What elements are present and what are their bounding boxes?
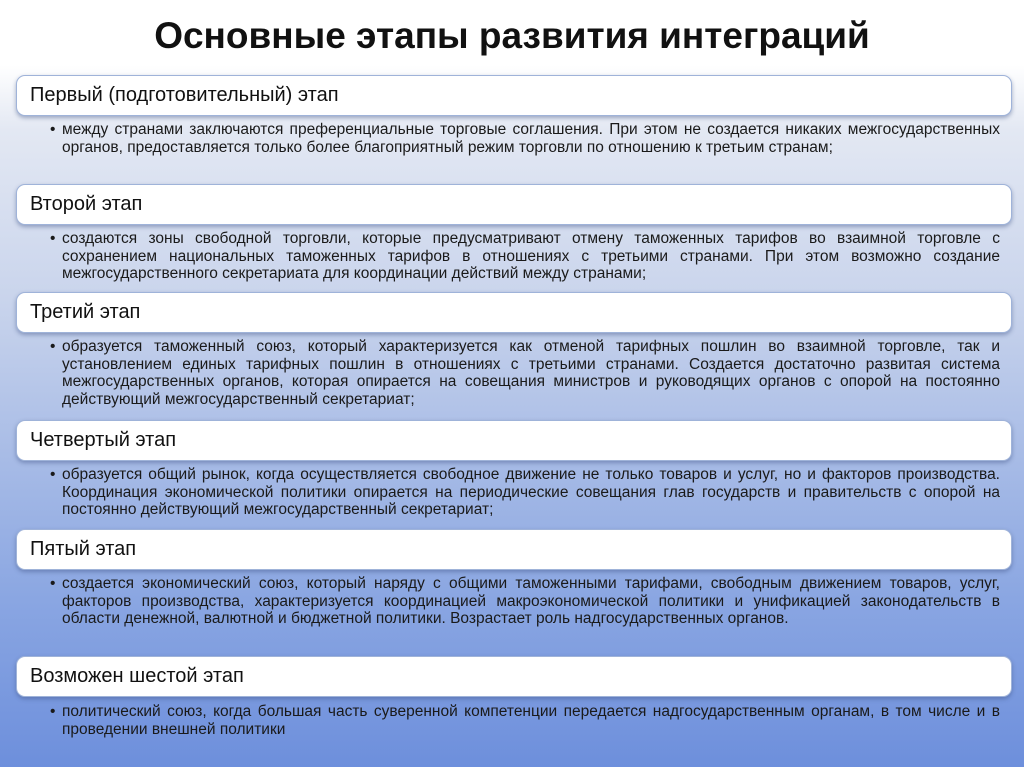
bullet-icon: • bbox=[50, 121, 56, 138]
stage-1-header: Первый (подготовительный) этап bbox=[16, 75, 1012, 116]
stage-3-text: образуется таможенный союз, который характеризуется как отменой тарифных пошлин во взаимной торговле, так и установлением единых тарифных пошлин в отношениях с третьими странами. Создается достаточно развитая система межгосударственных органов, которая опирается на совещания министров и руководящих органов с опорой на постоянно действующий межгосударственный секретариат; bbox=[62, 338, 1000, 408]
bullet-icon: • bbox=[50, 466, 56, 483]
bullet-icon: • bbox=[50, 703, 56, 720]
stage-1-description bbox=[32, 121, 1000, 156]
stage-6-description bbox=[32, 703, 1000, 738]
stage-4-header: Четвертый этап bbox=[16, 420, 1012, 461]
stage-2-header: Второй этап bbox=[16, 184, 1012, 225]
stage-2-text: создаются зоны свободной торговли, которые предусматривают отмену таможенных тарифов во взаимной торговле с сохранением национальных таможенных тарифов в отношениях с третьими странами. При этом возможно создание межгосударственного секретариата для координации действий между странами; bbox=[62, 230, 1000, 282]
stage-3-header: Третий этап bbox=[16, 292, 1012, 333]
stage-6-text: политический союз, когда большая часть суверенной компетенции передается надгосударственным органам, в том числе и в проведении внешней политики bbox=[62, 703, 1000, 738]
stage-1-text: между странами заключаются преференциальные торговые соглашения. При этом не создается никаких межгосударственных органов, предоставляется только более благоприятный режим торговли по отношению к третьим странам; bbox=[62, 121, 1000, 156]
stage-3-description bbox=[32, 338, 1000, 408]
stage-5-text: создается экономический союз, который наряду с общими таможенными тарифами, свободным движением товаров, услуг, факторов производства, характеризуется координацией макроэкономической политики и унификацией законодательств в области денежной, валютной и бюджетной политики. Возрастает роль надгосударственных органов. bbox=[62, 575, 1000, 627]
stage-2-description bbox=[32, 230, 1000, 283]
stage-4-description bbox=[32, 466, 1000, 519]
stage-6-header: Возможен шестой этап bbox=[16, 656, 1012, 697]
page-title: Основные этапы развития интеграций bbox=[154, 15, 870, 56]
stage-5-header: Пятый этап bbox=[16, 529, 1012, 570]
stage-4-text: образуется общий рынок, когда осуществляется свободное движение не только товаров и услуг, но и факторов производства. Координация экономической политики опирается на периодические совещания глав государств и правительств с опорой на постоянно действующий межгосударственный секретариат; bbox=[62, 466, 1000, 518]
bullet-icon: • bbox=[50, 338, 56, 355]
bullet-icon: • bbox=[50, 575, 56, 592]
bullet-icon: • bbox=[50, 230, 56, 247]
stage-5-description bbox=[32, 575, 1000, 628]
